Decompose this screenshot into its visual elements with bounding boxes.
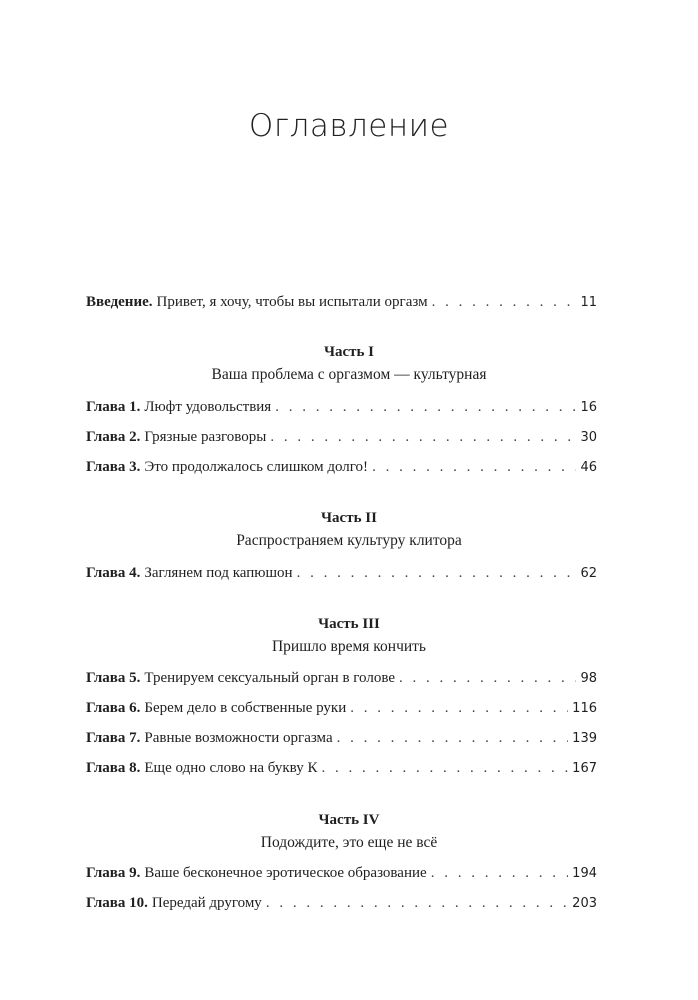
entry-title: Тренируем сексуальный орган в голове [144, 670, 395, 686]
part-heading: Часть I [323, 344, 375, 360]
dot-leader [337, 727, 569, 749]
dot-leader [321, 757, 568, 779]
entry-title: Грязные разговоры [144, 429, 267, 445]
entry-lead: Глава 9. [86, 865, 141, 881]
entry-title: Равные возможности оргазма [144, 730, 333, 746]
dot-leader [350, 697, 568, 719]
dot-leader [275, 396, 576, 418]
dot-leader [266, 892, 568, 914]
toc-entry-chapter-2[interactable] [86, 426, 597, 448]
toc-entry-chapter-6[interactable] [86, 697, 597, 719]
part-heading: Часть III [318, 616, 380, 632]
dot-leader [432, 291, 577, 313]
toc-entry-chapter-9[interactable] [86, 862, 597, 884]
entry-lead: Глава 8. [86, 760, 141, 776]
entry-lead: Глава 4. [86, 565, 141, 581]
entry-lead: Введение. [86, 294, 153, 310]
dot-leader [431, 862, 568, 884]
part-heading: Часть IV [318, 812, 380, 828]
entry-title: Ваше бесконечное эротическое образование [144, 865, 427, 881]
dot-leader [270, 426, 576, 448]
toc-entry-intro[interactable] [86, 291, 597, 313]
entry-title: Передай другому [151, 895, 262, 911]
entry-title: Это продолжалось слишком долго! [144, 459, 369, 475]
entry-page-number: 167 [572, 761, 597, 776]
part-subtitle: Подождите, это еще не всё [260, 834, 438, 851]
entry-title: Еще одно слово на букву К [144, 760, 318, 776]
entry-page-number: 194 [572, 866, 597, 881]
entry-page-number: 11 [580, 295, 597, 310]
part-subtitle: Распространяем культуру клитора [236, 532, 462, 549]
entry-title: Люфт удовольствия [144, 399, 272, 415]
entry-lead: Глава 1. [86, 399, 141, 415]
entry-page-number: 98 [580, 671, 597, 686]
entry-lead: Глава 7. [86, 730, 141, 746]
entry-lead: Глава 2. [86, 429, 141, 445]
part-subtitle: Ваша проблема с оргазмом — культурная [211, 366, 487, 383]
entry-title: Заглянем под капюшон [144, 565, 293, 581]
entry-page-number: 62 [580, 566, 597, 581]
dot-leader [372, 456, 576, 478]
entry-lead: Глава 10. [86, 895, 148, 911]
entry-lead: Глава 6. [86, 700, 141, 716]
entry-page-number: 16 [580, 400, 597, 415]
page-title: Оглавление [248, 108, 450, 144]
dot-leader [297, 562, 577, 584]
entry-lead: Глава 5. [86, 670, 141, 686]
toc-entry-chapter-8[interactable] [86, 757, 597, 779]
part-subtitle: Пришло время кончить [271, 638, 427, 655]
toc-entry-chapter-10[interactable] [86, 892, 597, 914]
toc-entry-chapter-1[interactable] [86, 396, 597, 418]
toc-entry-chapter-4[interactable] [86, 562, 597, 584]
entry-page-number: 116 [572, 701, 597, 716]
toc-entry-chapter-5[interactable] [86, 667, 597, 689]
entry-page-number: 203 [572, 896, 597, 911]
entry-page-number: 46 [580, 460, 597, 475]
toc-entry-chapter-7[interactable] [86, 727, 597, 749]
entry-lead: Глава 3. [86, 459, 141, 475]
dot-leader [399, 667, 576, 689]
toc-entry-chapter-3[interactable] [86, 456, 597, 478]
entry-page-number: 30 [580, 430, 597, 445]
entry-title: Привет, я хочу, чтобы вы испытали оргазм [156, 294, 428, 310]
entry-page-number: 139 [572, 731, 597, 746]
entry-title: Берем дело в собственные руки [144, 700, 347, 716]
part-heading: Часть II [321, 510, 377, 526]
